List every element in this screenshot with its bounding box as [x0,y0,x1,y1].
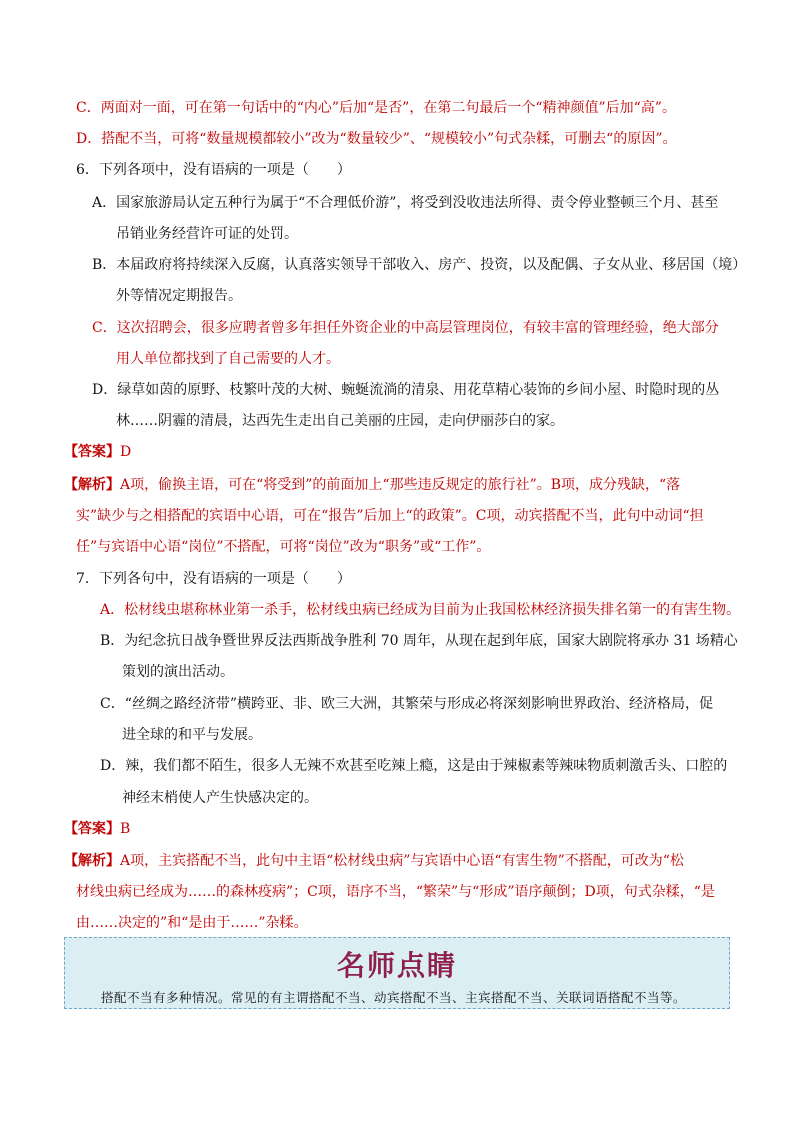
q7-answer-value: B [120,821,131,837]
option-d-prev: D．搭配不当，可将“数量规模都较小”改为“数量较少”、“规模较小”句式杂糅，可删去“的原因”。 [76,131,677,147]
q7-option-d-line1: D．辣，我们都不陌生，很多人无辣不欢甚至吃辣上瘾，这是由于辣椒素等辣味物质刺激舌头、口腔的 [100,758,728,774]
q6-option-b-line1: B．本届政府将持续深入反腐，认真落实领导干部收入、房产、投资，以及配偶、子女从业、移居国（境） [92,257,747,273]
q6-answer-row [64,442,131,462]
q7-answer-tag: 【答案】 [64,821,120,837]
q7-option-c-line1: C．“丝绸之路经济带”横跨亚、非、欧三大洲，其繁荣与形成必将深刻影响世界政治、经济格局，促 [100,696,714,712]
q7-option-a: A．松材线虫堪称林业第一杀手，松材线虫病已经成为目前为止我国松林经济损失排名第一的有害生物。 [100,602,741,618]
q7-explanation-line1 [64,851,684,871]
q7-option-d-line2: 神经末梢使人产生快感决定的。 [122,790,318,806]
question-6-stem: 6．下列各项中，没有语病的一项是（ ） [76,162,351,178]
q7-option-c-line2: 进全球的和平与发展。 [122,727,262,743]
q6-option-c-line2: 用人单位都找到了自己需要的人才。 [116,351,340,367]
q7-option-b-line1: B．为纪念抗日战争暨世界反法西斯战争胜利 70 周年，从现在起到年底，国家大剧院将承办 31 场精心 [100,633,738,649]
q6-option-d-line1: D．绿草如茵的原野、枝繁叶茂的大树、蜿蜒流淌的清泉、用花草精心装饰的乡间小屋、时隐时现的丛 [92,382,720,398]
question-7-stem: 7．下列各句中，没有语病的一项是（ ） [76,571,351,587]
option-c-prev: C．两面对一面，可在第一句话中的“内心”后加“是否”，在第二句最后一个“精神颜值”后加“高”。 [76,100,676,116]
q6-option-b-line2: 外等情况定期报告。 [116,288,242,304]
q6-option-c-line1: C．这次招聘会，很多应聘者曾多年担任外资企业的中高层管理岗位，有较丰富的管理经验，绝大部分 [92,320,719,336]
q7-answer-row [64,819,130,839]
tip-title: 名师点睛 [336,949,457,982]
q6-answer-value: D [120,444,132,460]
q7-explanation-line3: 由……决定的”和“是由于……”杂糅。 [76,915,308,931]
teacher-tip-box [64,937,730,1009]
q6-option-a-line2: 吊销业务经营许可证的处罚。 [116,226,298,242]
q6-explanation-line2: 实”缺少与之相搭配的宾语中心语，可在“报告”后加上“的政策”。C项，动宾搭配不当，此句中动词“担 [76,508,704,524]
q7-explanation-line2: 材线虫病已经成为……的森林疫病”；C项，语序不当，“繁荣”与“形成”语序颠倒；D项，句式杂糅，“是 [76,884,715,900]
q6-explanation-tag: 【解析】 [64,477,120,493]
q6-option-a-line1: A．国家旅游局认定五种行为属于“不合理低价游”，将受到没收违法所得、责令停业整顿三个月、甚至 [92,195,719,211]
q6-explanation-text1: A项，偷换主语，可在“将受到”的前面加上“那些违反规定的旅行社”。B项，成分残缺，“落 [120,477,681,493]
q7-explanation-text1: A项，主宾搭配不当，此句中主语“松材线虫病”与宾语中心语“有害生物”不搭配，可改为“松 [120,853,684,869]
q6-explanation-line1 [64,475,680,495]
q7-explanation-tag: 【解析】 [64,853,120,869]
q6-answer-tag: 【答案】 [64,444,120,460]
q6-option-d-line2: 林……阴霾的清晨，达西先生走出自己美丽的庄园，走向伊丽莎白的家。 [116,413,564,429]
q7-option-b-line2: 策划的演出活动。 [122,664,234,680]
q6-explanation-line3: 任”与宾语中心语“岗位”不搭配，可将“岗位”改为“职务”或“工作”。 [76,539,491,555]
tip-text: 搭配不当有多种情况。常见的有主谓搭配不当、动宾搭配不当、主宾搭配不当、关联词语搭配不当等。 [101,990,687,1005]
